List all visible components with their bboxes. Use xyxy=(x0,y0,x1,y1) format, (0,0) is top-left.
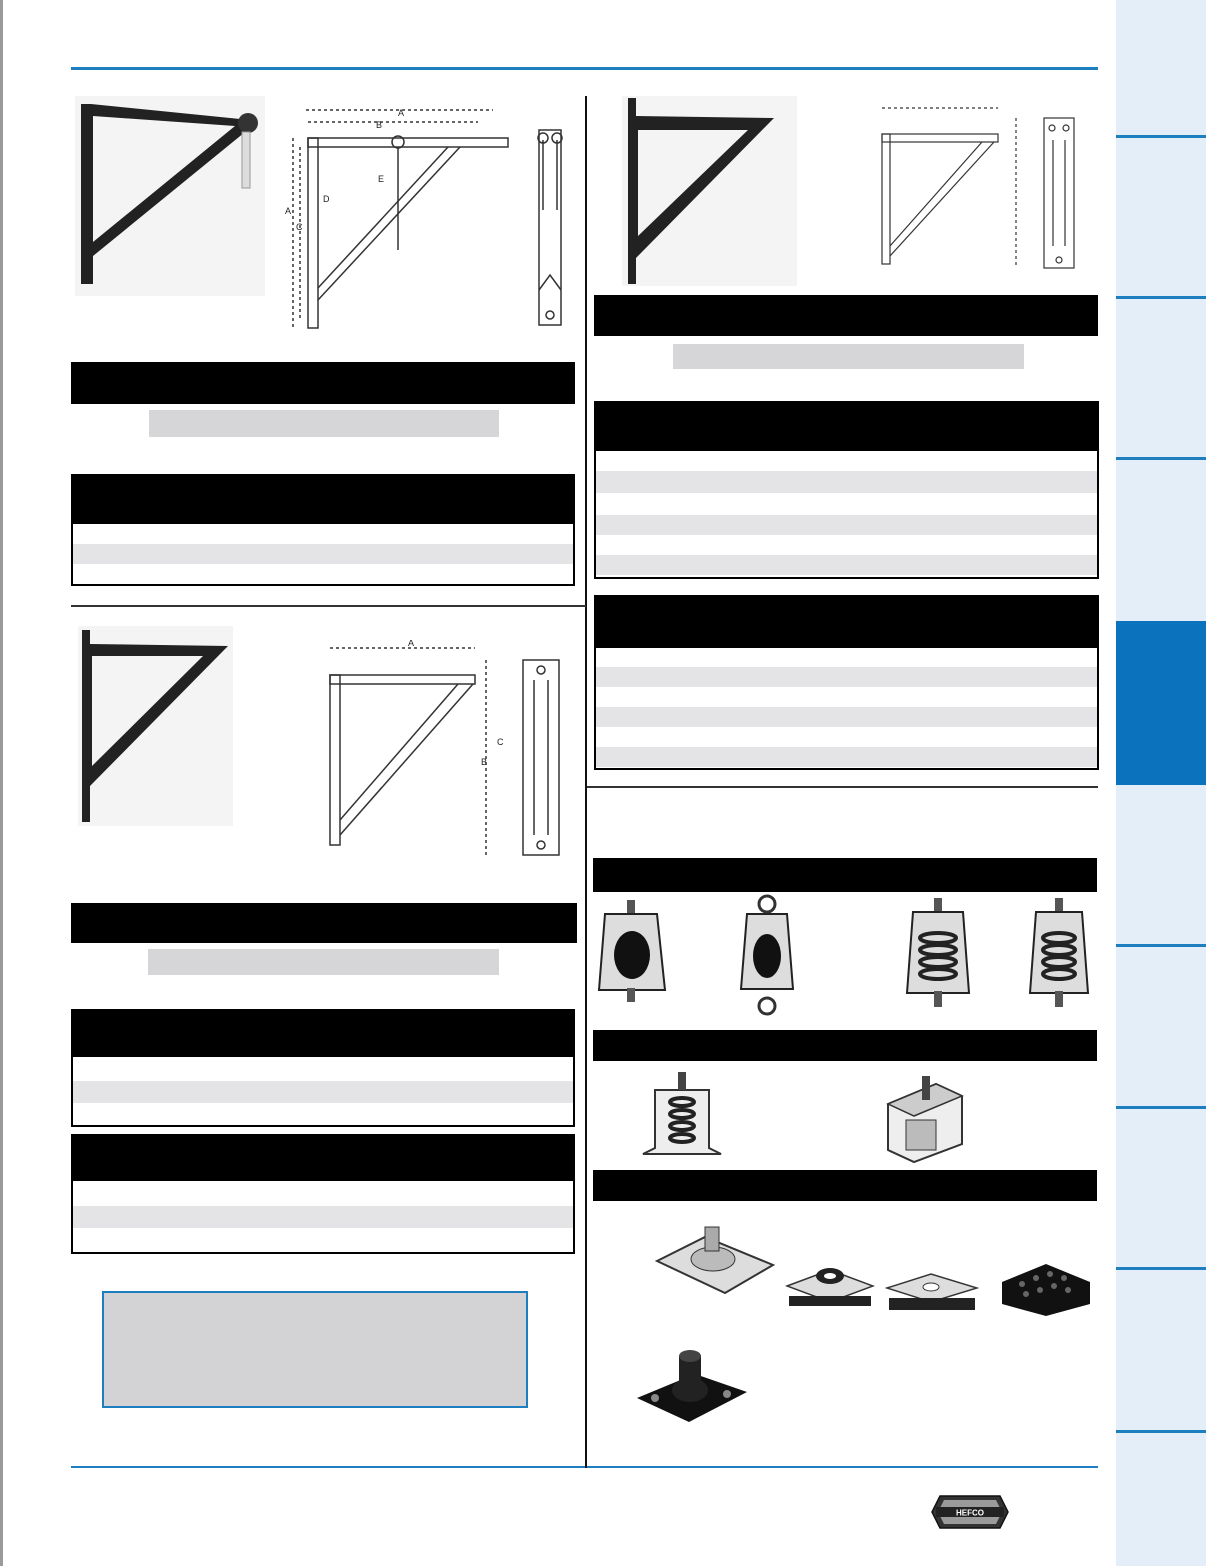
table-row xyxy=(73,1057,573,1081)
svg-text:B: B xyxy=(481,757,488,767)
waffle-isolation-pad-icon xyxy=(1000,1262,1092,1317)
section-divider-right xyxy=(587,786,1098,788)
table-row xyxy=(73,1228,573,1252)
isolation-plate-pad-icon xyxy=(885,1272,979,1314)
table-row xyxy=(73,1181,573,1206)
svg-text:C: C xyxy=(296,222,303,232)
table-row xyxy=(596,687,1097,707)
side-tab-divider xyxy=(1116,1430,1206,1433)
logo-text: HEFCO xyxy=(956,1508,984,1518)
svg-text:A: A xyxy=(408,640,415,648)
svg-text:A: A xyxy=(285,206,292,216)
spec-table xyxy=(594,401,1099,579)
spec-table xyxy=(594,595,1099,770)
side-tab-divider xyxy=(1116,296,1206,299)
product-title-bar xyxy=(71,903,577,943)
table-header xyxy=(73,1011,573,1057)
product-title-bar xyxy=(71,362,575,404)
svg-text:A: A xyxy=(398,108,405,118)
medium-bracket-dimension-drawing-icon xyxy=(308,640,568,875)
table-row xyxy=(596,471,1097,493)
hanger-section-bar xyxy=(593,858,1097,892)
product-subtitle-bar xyxy=(673,344,1024,369)
medium-welded-bracket-photo-icon xyxy=(78,626,233,826)
header-rule xyxy=(71,67,1098,70)
table-row xyxy=(596,555,1097,575)
product-title-bar xyxy=(594,295,1098,336)
pad-section-bar xyxy=(593,1170,1097,1201)
rubber-plate-mount-icon xyxy=(635,1342,750,1427)
rubber-eye-rod-hanger-icon xyxy=(737,894,797,1019)
svg-text:C: C xyxy=(497,737,504,747)
spring-vibration-hanger-icon xyxy=(903,898,973,1013)
table-row xyxy=(596,747,1097,767)
table-row xyxy=(596,535,1097,555)
spring-rubber-hanger-icon xyxy=(1028,898,1090,1013)
housed-spring-mount-icon xyxy=(876,1074,968,1164)
table-header xyxy=(596,597,1097,648)
section-divider-left xyxy=(71,605,586,607)
table-row xyxy=(596,493,1097,515)
table-row xyxy=(73,524,573,544)
table-header xyxy=(73,1136,573,1181)
light-bracket-dimension-drawing-icon xyxy=(866,96,1081,291)
product-subtitle-bar xyxy=(148,949,499,975)
table-row xyxy=(73,544,573,564)
side-tab-divider xyxy=(1116,135,1206,138)
table-row xyxy=(73,1103,573,1125)
table-header xyxy=(73,476,573,524)
svg-text:E: E xyxy=(378,174,385,184)
side-tab-divider xyxy=(1116,1106,1206,1109)
table-row xyxy=(596,451,1097,471)
side-tab-active[interactable] xyxy=(1116,621,1206,785)
svg-text:B: B xyxy=(376,120,383,130)
mount-section-bar xyxy=(593,1030,1097,1061)
spec-table xyxy=(71,474,575,586)
svg-text:D: D xyxy=(323,194,330,204)
side-tab-divider xyxy=(1116,944,1206,947)
table-row xyxy=(596,707,1097,727)
rubber-vibration-hanger-icon xyxy=(597,900,667,1005)
column-divider xyxy=(585,96,587,1468)
side-tab-divider xyxy=(1116,1267,1206,1270)
heavy-welded-bracket-photo-icon xyxy=(75,96,265,296)
spec-table xyxy=(71,1009,575,1127)
table-header xyxy=(596,403,1097,451)
bracket-dimension-drawing-icon xyxy=(278,100,513,345)
spec-table xyxy=(71,1134,575,1254)
table-row xyxy=(73,1081,573,1103)
bracket-end-view-drawing-icon xyxy=(527,100,577,345)
side-tab-strip xyxy=(1116,0,1206,1566)
side-tab-divider xyxy=(1116,457,1206,460)
table-row xyxy=(73,1206,573,1228)
table-row xyxy=(596,727,1097,747)
light-welded-bracket-photo-icon xyxy=(622,96,797,286)
hefco-logo xyxy=(930,1494,1010,1530)
note-box xyxy=(102,1291,528,1408)
table-row xyxy=(596,667,1097,687)
neoprene-mount-icon xyxy=(655,1223,775,1295)
isolation-washer-pad-icon xyxy=(785,1256,875,1311)
table-row xyxy=(596,648,1097,667)
table-row xyxy=(73,564,573,584)
open-spring-mount-icon xyxy=(637,1068,727,1163)
page-edge xyxy=(0,0,3,1566)
table-row xyxy=(596,515,1097,535)
product-subtitle-bar xyxy=(149,410,499,437)
